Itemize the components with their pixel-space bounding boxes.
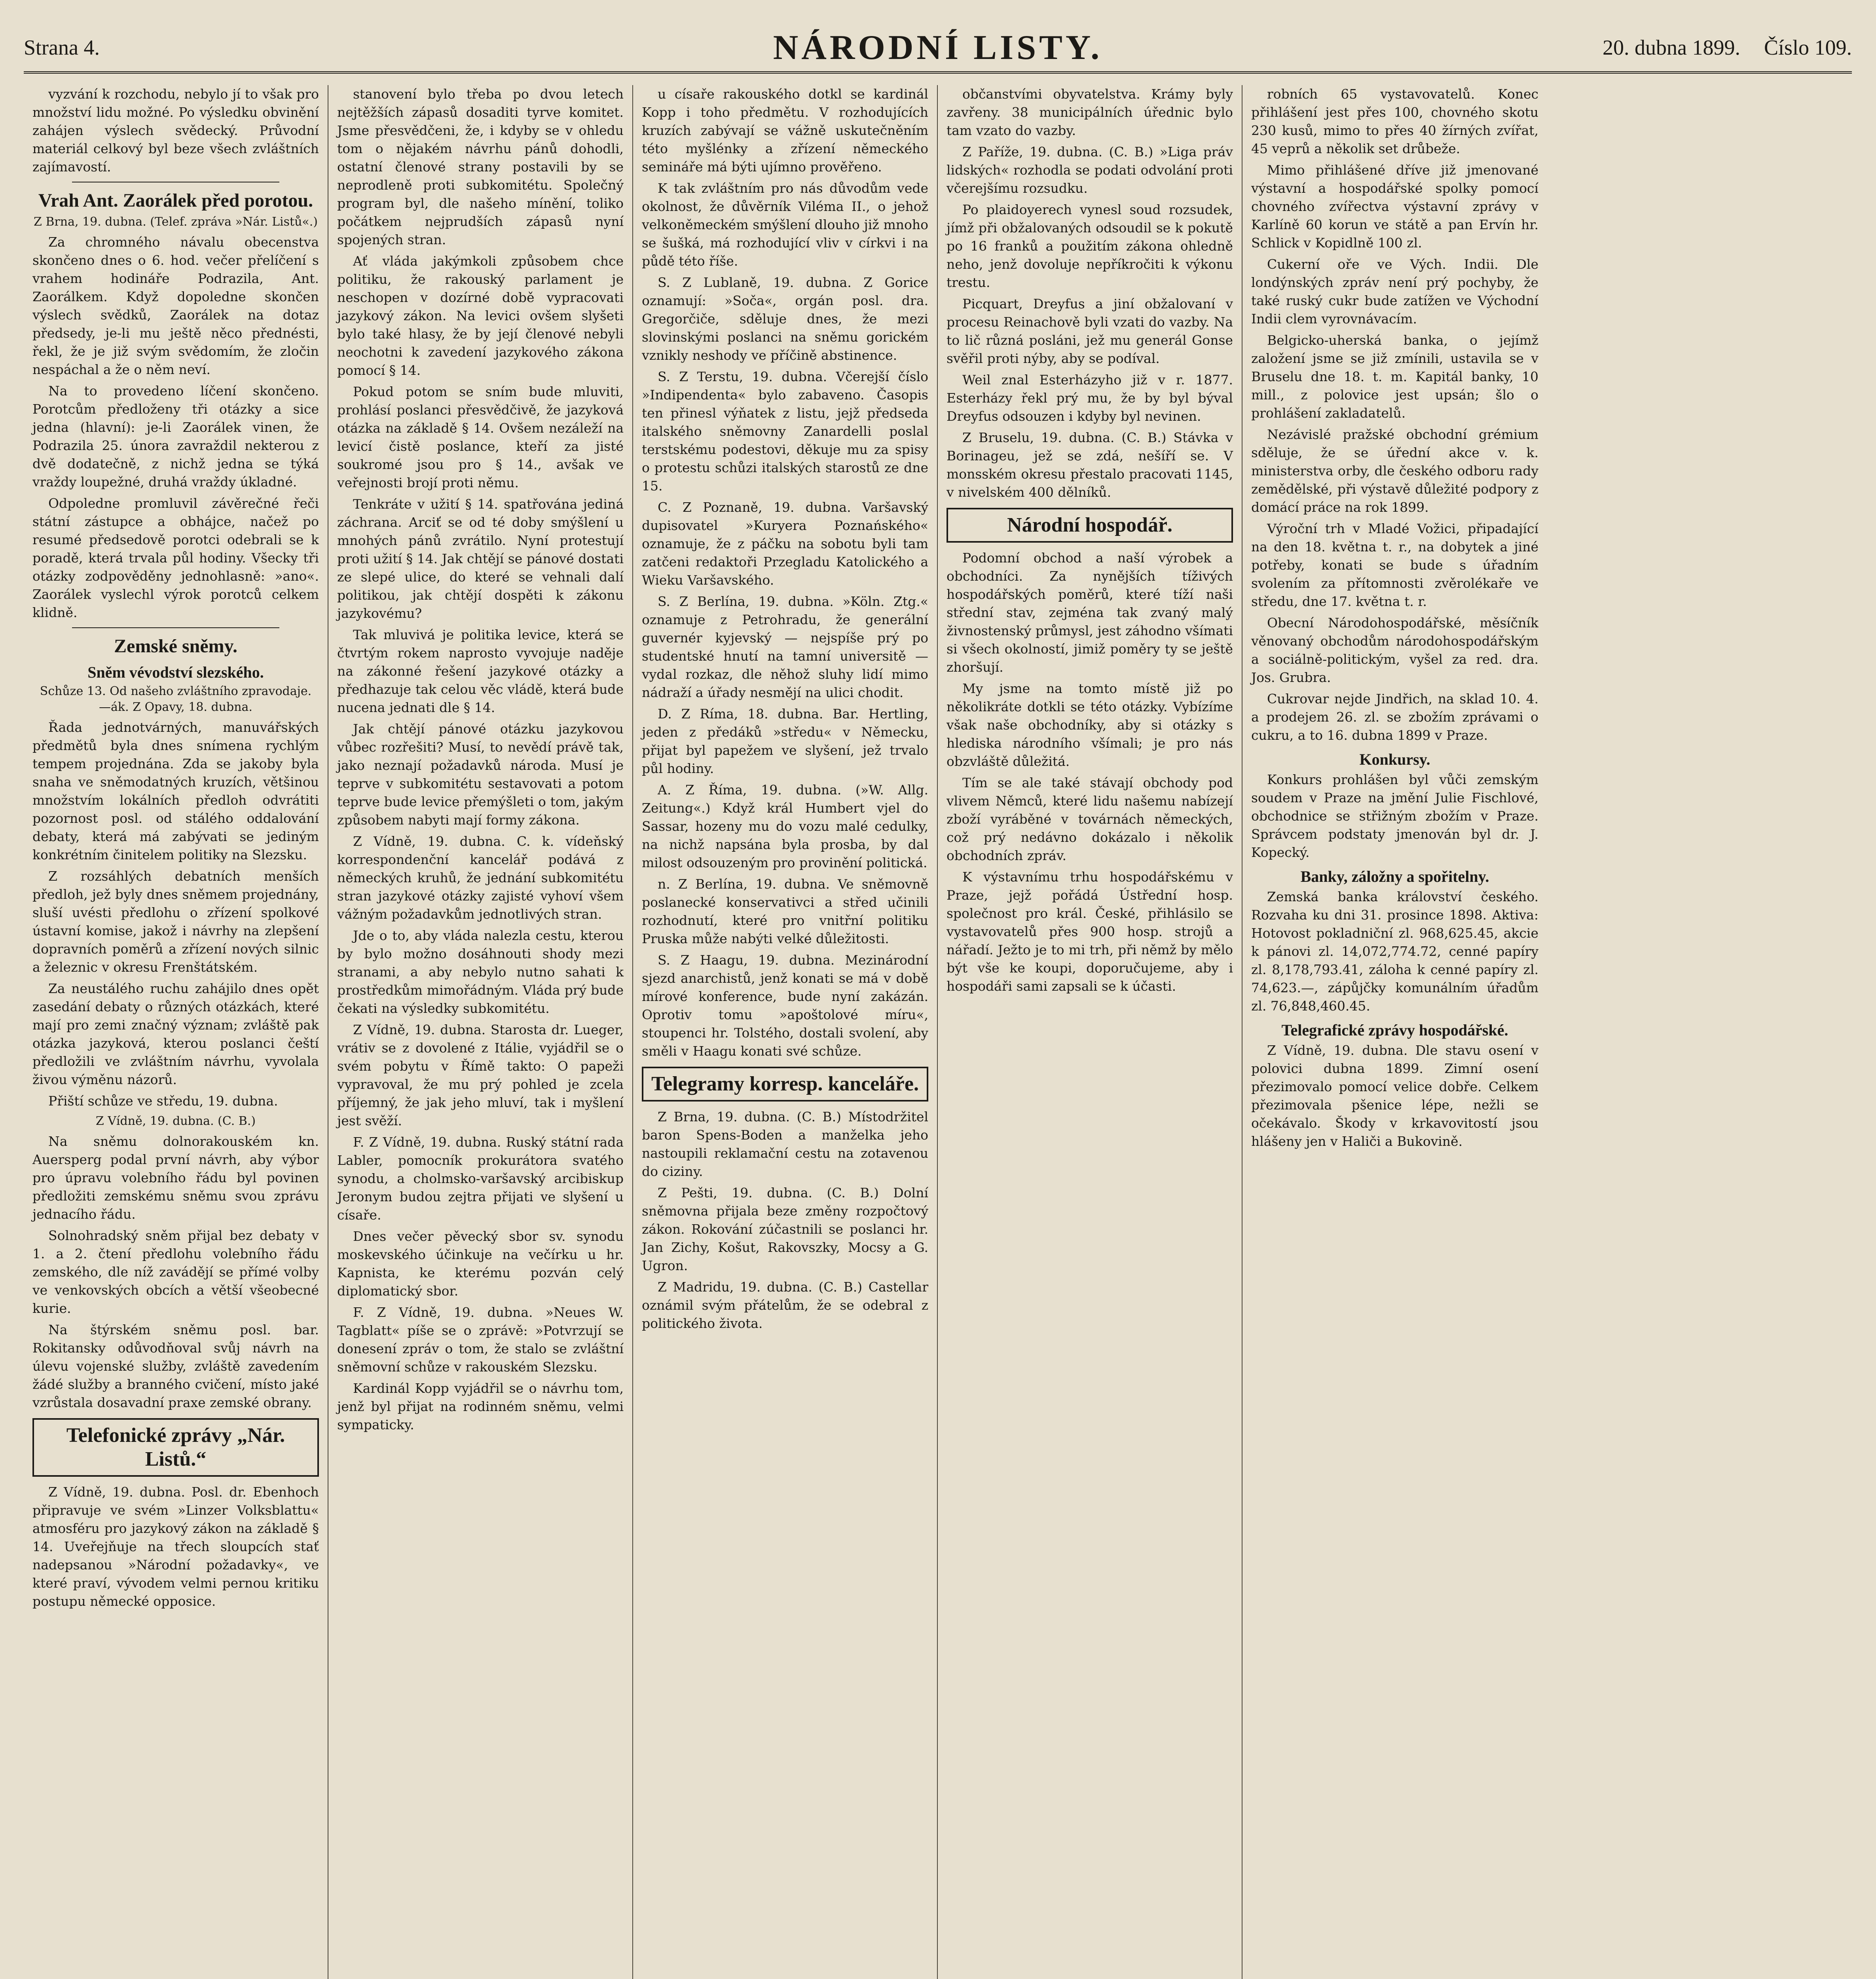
issue-number: Číslo 109. (1764, 36, 1852, 59)
paragraph: Tím se ale také stávají obchody pod vlivem Němců, které lidu našemu nabízejí zboží vyráběné v továrnách německých, což prý nedávno dokázalo i několik obchodních zpráv. (947, 775, 1233, 863)
paragraph: Za chromného návalu obecenstva skončeno dnes o 6. hod. večer přelíčení s vrahem hodináře Podrazila, Ant. Zaorálkem. Když dopoledne skončen výslech svědků, Zaorálek na dotaz předsedy, je-li mu ještě něco přednésti, řekl, že je již svým svědomím, že zločin nespáchal a že o něm neví. (32, 234, 319, 377)
paragraph: Řada jednotvárných, manuvářských předmětů byla dnes snímena rychlým tempem projednána. Zda se jakoby byla snaha ve sněmodatných kruzích, většinou množstvím lokálních předloh odvrátiti pozornost posl. od stálého oddalování debaty, která má zabývati se jediným konkrétním činitelem politiky na Slezsku. (32, 720, 319, 862)
dateline: Schůze 13. Od našeho zvláštního zpravodaje. —ák. Z Opavy, 18. dubna. (40, 684, 312, 714)
column-5 (1242, 85, 1547, 1979)
paragraph: Jak chtějí pánové otázku jazykovou vůbec rozřešiti? Musí, to nevědí právě tak, jako neznají požadavků národa. Musí je teprve v subkomitétu sestavovati a potom teprve bude levice přemýšleti o tom, jakým způsobem nabyti mají formy zákona. (337, 721, 624, 828)
paragraph: Z Pešti, 19. dubna. (C. B.) Dolní sněmovna přijala beze změny rozpočtový zákon. Rokování zúčastnili se poslanci hr. Jan Zichy, Košut, Rakovszky, Mocsy a G. Ugron. (642, 1185, 928, 1273)
paragraph: S. Z Haagu, 19. dubna. Mezinárodní sjezd anarchistů, jenž konati se má v době mírové konference, bude nyní zakázán. Oprotiv tomu »apoštolové míru«, stoupenci hr. Tolstého, dostali svolení, aby směli v Haagu konati své schůze. (642, 952, 928, 1059)
paragraph: Za neustálého ruchu zahájilo dnes opět zasedání debaty o různých otázkách, které mají pro zemi značný význam; zvláště pak otázka jazyková, kterou poslanci čeští předložili ve zvláštním návrhu, vyvolala živou výměnu názorů. (32, 981, 319, 1087)
paragraph: Weil znal Esterházyho již v r. 1877. Esterházy řekl prý mu, že by byl býval Dreyfus odsouzen i kdyby byl nevinen. (947, 372, 1233, 424)
paragraph: C. Z Poznaně, 19. dubna. Varšavský dupisovatel »Kuryera Poznańského« oznamuje, že z páčku na sobotu byli tam zatčeni redaktoři Przegladu Katolického a Wieku Varšavského. (642, 499, 928, 588)
newspaper-title: NÁRODNÍ LISTY. (773, 28, 1103, 67)
paragraph: A. Z Říma, 19. dubna. (»W. Allg. Zeitung«.) Když král Humbert vjel do Sassar, hozeny mu do vozu malé cedulky, na nichž napsána byla prosba, by dal milost odsouzeným pro provinění politická. (642, 782, 928, 870)
paragraph: Odpoledne promluvil závěrečné řeči státní zástupce a obhájce, načež po resumé předsedově porotci odebrali se k poradě, která trvala půl hodiny. Všecky tři otázky zodpověděny jednohlasně: »ano«. Zaorálek vyslechl výrok porotců celkem klidně. (32, 496, 319, 620)
paragraph: My jsme na tomto místě již po několikráte dotkli se této otázky. Vybízíme však naše obchodníky, aby si otázky s hlediska národního všímali; je pro nás obzvláště důležitá. (947, 681, 1233, 769)
column-1 (24, 85, 328, 1979)
paragraph: Z Madridu, 19. dubna. (C. B.) Castellar oznámil svým přátelům, že se odebral z politického života. (642, 1279, 928, 1331)
paragraph: Na štýrském sněmu posl. bar. Rokitansky odůvodňoval svůj návrh na úlevu vojenské služby, zvláště zavedením žádé služby a branného cvičení, místo jaké vzrůstala dosavadní praxe zemské obrany. (32, 1322, 319, 1410)
paragraph: S. Z Berlína, 19. dubna. »Köln. Ztg.« oznamuje z Petrohradu, že generální guvernér kyjevský — nejspíše prý po studentské hnutí na tamní universitě — vydal rozkaz, dle něhož sluhy lidí mimo nádraží a úřady nesmějí na ulici chodit. (642, 594, 928, 700)
paragraph: Z rozsáhlých debatních menších předloh, jež byly dnes sněmem projednány, sluší uvésti předlohu o zřízení spolkové ústavní komise, jakož i návrhy na zlepšení dopravních poměrů a zřízení nových silnic a železnic v okresu Frenštátském. (32, 868, 319, 975)
paragraph: Nezávislé pražské obchodní grémium sděluje, že se úřední akce v. k. ministerstva orby, dle českého odboru rady zemědělské, při výstavě důležité podpory z domácí práce na rok 1899. (1251, 427, 1538, 515)
paragraph: K tak zvláštním pro nás důvodům vede okolnost, že důvěrník Viléma II., o jehož velkoněmeckém smýšlení dlouho již mnoho se šušká, má rozhodující vliv v církvi i na půdě této říše. (642, 180, 928, 269)
column-3 (633, 85, 938, 1979)
paragraph: Z Brna, 19. dubna. (C. B.) Místodržitel baron Spens-Boden a manželka jeho nastoupili reklamační cestu na zotavenou do ciziny. (642, 1109, 928, 1179)
section-box-heading: Telefonické zprávy „Nár. Listů.“ (32, 1418, 319, 1477)
paragraph: K výstavnímu trhu hospodářskému v Praze, jejž pořádá Ústřední hosp. společnost pro král. České, přihlásilo se vystavovatelů přes 900 hosp. strojů a nářadí. Ježto je to mi trh, při němž by mělo být vše ke koupi, doporučujeme, aby i hospodáři sami zapsali se k účasti. (947, 869, 1233, 994)
paragraph: Solnohradský sněm přijal bez debaty v 1. a 2. čtení předlohu volebního řádu zemského, dle níž zavádějí se přímé volby ve venkovských obcích a větší všeobecné kurie. (32, 1228, 319, 1316)
column-2 (328, 85, 633, 1979)
columns (24, 85, 1852, 1979)
paragraph: Z Bruselu, 19. dubna. (C. B.) Stávka v Borinageu, jež se zdá, nešíří se. V monsském okresu přestalo pracovati 1145, v nivelském 400 dělníků. (947, 430, 1233, 500)
paragraph: občanstvími obyvatelstva. Krámy byly zavřeny. 38 municipálních úřednic bylo tam vzato do vazby. (947, 86, 1233, 138)
paragraph: Z Paříže, 19. dubna. (C. B.) »Liga práv lidských« rozhodla se podati odvolání proti včerejšímu rozsudku. (947, 144, 1233, 196)
paragraph: stanovení bylo třeba po dvou letech nejtěžších zápasů dosaditi tyrve komitet. Jsme přesvědčeni, že, i kdyby se v ohledu tom o nějakém návrhu pánů dohodli, ostatní členové strany postavili by se neprodleně proti subkomitétu. Společný program byl, dle našeho mínění, toliko počátkem nejprudších zápasů nyní spojených stran. (337, 86, 624, 247)
paragraph: Z Vídně, 19. dubna. Posl. dr. Ebenhoch připravuje ve svém »Linzer Volksblattu« atmosféru pro jazykový zákon na základě § 14. Uveřejňuje na třech sloupcích stať nadepsanou »Národní požadavky«, ve které praví, vývodem velmi pernou kritiku postupu německé opposice. (32, 1484, 319, 1609)
paragraph: Na to provedeno líčení skončeno. Porotcům předloženy tři otázky a sice jedna (hlavní): je-li Zaorálek vinen, že Podrazila 25. února zavraždil nekterou z dvě dodatečně, z nichž jedna se týká vraždy loupežné, druhá vraždy úkladné. (32, 383, 319, 490)
paragraph: Tenkráte v užití § 14. spatřována jediná záchrana. Arciť se od té doby smýšlení u mnohých pánů zvrátilo. Nyní protestují proti užití § 14. Jak chtějí se pánové dostati ze slepé ulice, do které se vehnali dalí politikou, jak chtějí dospěti k zákonu jazykovému? (337, 496, 624, 621)
paragraph: Přiští schůze ve středu, 19. dubna. (48, 1093, 278, 1109)
paragraph: Ať vláda jakýmkoli způsobem chce politiku, že rakouský parlament je neschopen v dozírné době vypracovati jazykový zákon. Na levici ovšem slyšeti bylo také hlasy, že by její členové nebyli neochotni k zavedení jazykového zákona pomocí § 14. (337, 253, 624, 378)
headline: Vrah Ant. Zaorálek před porotou. (38, 190, 313, 211)
paragraph: Cukrovar nejde Jindřich, na sklad 10. 4. a prodejem 26. zl. se zbožím zprávami o cukru, a to 16. dubna 1899 v Praze. (1251, 691, 1538, 743)
paragraph: F. Z Vídně, 19. dubna. Ruský státní rada Labler, pomocník prokurátora svatého synodu, a cholmsko-varšavský arcibiskup Jeronym budou zejtra přijati ve slyšení u císaře. (337, 1134, 624, 1223)
paragraph: Zemská banka království českého. Rozvaha ku dni 31. prosince 1898. Aktiva: Hotovost pokladniční zl. 968,625.45, akcie k pánovi zl. 14,072,774.72, cenné papíry zl. 8,178,793.41, záloha k cenné papíry zl. 74,623.—, zápůjčky komunálním úřadům zl. 76,848,460.45. (1251, 889, 1538, 1014)
paragraph: Dnes večer pěvecký sbor sv. synodu moskevského účinkuje na večírku u hr. Kapnista, ke kterému pozván celý diplomatický sbor. (337, 1229, 624, 1299)
paragraph: Pokud potom se sním bude mluviti, prohlásí poslanci přesvědčivě, že jazyková otázka na základě § 14. Ovšem nezáleží na levicí čistě poslance, kteří za jisté soukromé jsou pro § 14., avšak ve veřejnosti brojí proti němu. (337, 384, 624, 490)
paragraph: Mimo přihlášené dříve již jmenované výstavní a hospodářské spolky pomocí chovného zvířectva výstavní zprávy v Karlíně 60 korun ve státě a pan Ervín hr. Schlick v Kopidlně 100 zl. (1251, 162, 1538, 251)
column-4 (938, 85, 1242, 1979)
headline: Sněm vévodství slezského. (87, 663, 264, 681)
section-heading: Konkursy. (1359, 750, 1430, 768)
paragraph: S. Z Terstu, 19. dubna. Včerejší číslo »Indipendenta« bylo zabaveno. Časopis ten přinesl výňatek z listu, jejž předseda italského sněmovny Zanardelli poslal terstskému podestovi, děkuje mu za spisy o protestu schůzi italských starostů ze dne 15. (642, 369, 928, 494)
paragraph: Tak mluvivá je politika levice, která se čtvrtým rokem naprosto vyvojuje naděje na zákonné řešení jazykové otázky a předhazuje tak celou věc vládě, která bude nucena jednati dle § 14. (337, 627, 624, 715)
paragraph: Kardinál Kopp vyjádřil se o návrhu tom, jenž byl přijat na rodinném sněmu, velmi sympaticky. (337, 1381, 624, 1432)
divider (72, 627, 279, 628)
paragraph: Jde o to, aby vláda nalezla cestu, kterou by bylo možno dosáhnouti shody mezi stranami, a aby nebylo nutno sahati k prostředkům mimořádným. Vláda prý bude čekati na výsledky subkomitétu. (337, 928, 624, 1016)
paragraph: D. Z Ríma, 18. dubna. Bar. Hertling, jeden z předáků »středu« v Německu, přijat byl papežem ve slyšení, jež trvalo půl hodiny. (642, 706, 928, 776)
page-number: Strana 4. (24, 36, 100, 59)
paragraph: F. Z Vídně, 19. dubna. »Neues W. Tagblatt« píše se o zprávě: »Potvrzují se donesení zpráv o tom, že stalo se zvláštní sněmovní schůze v rakouském Slezsku. (337, 1305, 624, 1375)
paragraph: Na sněmu dolnorakouském kn. Auersperg podal první návrh, aby výbor pro úpravu volebního řádu byl povinen předložiti zemskému sněmu svou zprávu jednacího řádu. (32, 1134, 319, 1222)
paragraph: Obecní Národohospodářské, měsíčník věnovaný obchodům národohospodářským a sociálně-politickým, vyšel za red. dra. Jos. Grubra. (1251, 615, 1538, 685)
paragraph: S. Z Lublaně, 19. dubna. Z Gorice oznamují: »Soča«, orgán posl. dra. Gregorčiče, sděluje dnes, že mezi slovinskými poslanci na sněmu gorickém vznikly neshody ve příčině abstinence. (642, 275, 928, 363)
paragraph: Podomní obchod a naší výrobek a obchodníci. Za nynějších tíživých hospodářských poměrů, které tíží naši střední stav, zejména tak zvaný malý živnostenský průmysl, jest záhodno všímati si všech okolností, jimiž poměry ty se ještě zhoršují. (947, 550, 1233, 675)
section-heading: Zemské sněmy. (114, 636, 237, 657)
paragraph: Picquart, Dreyfus a jiní obžalovaní v procesu Reinachově byli vzati do vazby. Na to lič různá posláni, jež mu generál Gonse svěřil proti nýby, aby se podíval. (947, 296, 1233, 366)
section-box-heading: Národní hospodář. (947, 508, 1233, 543)
paragraph: Výroční trh v Mladé Vožici, připadající na den 18. května t. r., na dobytek a jiné potřeby, konati se bude s úřadním svolením za přítomnosti zvěrolékaře ve středu, dne 17. května t. r. (1251, 521, 1538, 609)
paragraph: u císaře rakouského dotkl se kardinál Kopp i toho předmětu. V rozhodujících kruzích zabývají se vážně uskutečněním této myšlénky a zřízení německého semináře má býti ujímno prověřeno. (642, 86, 928, 175)
paragraph: vyzvání k rozchodu, nebylo jí to však pro množství lidu možné. Po výsledku obvinění zahájen výslech svědecký. Průvodní materiál celkový byl beze všech zvláštních zajímavostí. (32, 86, 319, 175)
paragraph: n. Z Berlína, 19. dubna. Ve sněmovně poslanecké konservativci a střed učinili rozhodnutí, které pro vnitřní politiku Pruska může nabýti velké důležitosti. (642, 876, 928, 946)
section-box-heading: Telegramy korresp. kanceláře. (642, 1067, 928, 1102)
paragraph: Cukerní oře ve Vých. Indii. Dle londýnských zpráv není prý pochyby, že také ruský cukr bude zatížen ve Východní Indii clem vyrovnávacím. (1251, 256, 1538, 327)
section-heading: Banky, záložny a spořitelny. (1300, 868, 1489, 885)
paragraph: Z Vídně, 19. dubna. Dle stavu osení v polovici dubna 1899. Zimní osení přezimovalo pomocí velice dobře. Celkem přezimovala pšenice lépe, nežli se očekávalo. Škody v krkavovitostí jsou hlášeny jen v Haliči a Bukovině. (1251, 1043, 1538, 1149)
paragraph: Belgicko-uherská banka, o jejímž založení jsme se již zmínili, ustavila se v Bruselu dne 18. t. m. Kapitál banky, 10 mill., z polovice jest upsán; šlo o prohlášení zakladatelů. (1251, 332, 1538, 421)
issue-info (1496, 35, 1852, 60)
dateline: Z Vídně, 19. dubna. (C. B.) (95, 1114, 256, 1128)
section-heading: Telegrafické zprávy hospodářské. (1281, 1021, 1508, 1039)
dateline: Z Brna, 19. dubna. (Telef. zpráva »Nár. Listů«.) (34, 215, 318, 229)
issue-date: 20. dubna 1899. (1602, 36, 1740, 59)
paragraph: robních 65 vystavovatelů. Konec přihlášení jest přes 100, chovného skotu 230 kusů, mimo to přes 40 žírných zvířat, 45 veprů a několik set drůbeže. (1251, 86, 1538, 156)
masthead (24, 24, 1852, 74)
paragraph: Z Vídně, 19. dubna. C. k. vídeňský korrespondenční kancelář podává z německých kruhů, že jednání subkomitétu stran jazykové otázky zajisté vyhoví všem vážným požadavkům jednotlivých stran. (337, 834, 624, 922)
paragraph: Z Vídně, 19. dubna. Starosta dr. Lueger, vrátiv se z dovolené z Itálie, vyjádřil se o svém pobytu v Římě takto: O papeži vypravoval, že mu prý pohled je zcela příjemný, že jak jeho mluví, tak i myšlení jest svěží. (337, 1022, 624, 1128)
paragraph: Po plaidoyerech vynesl soud rozsudek, jímž při obžalovaných odsoudil se k pokutě po 16 franků a použitím zákona ohledně neho, jenž dovoluje nepříkročiti k výkonu trestu. (947, 202, 1233, 290)
paragraph: Konkurs prohlášen byl vůči zemským soudem v Praze na jmění Julie Fischlové, obchodnice se střižným zbožím v Praze. Správcem podstaty jmenován byl dr. J. Kopecký. (1251, 772, 1538, 860)
